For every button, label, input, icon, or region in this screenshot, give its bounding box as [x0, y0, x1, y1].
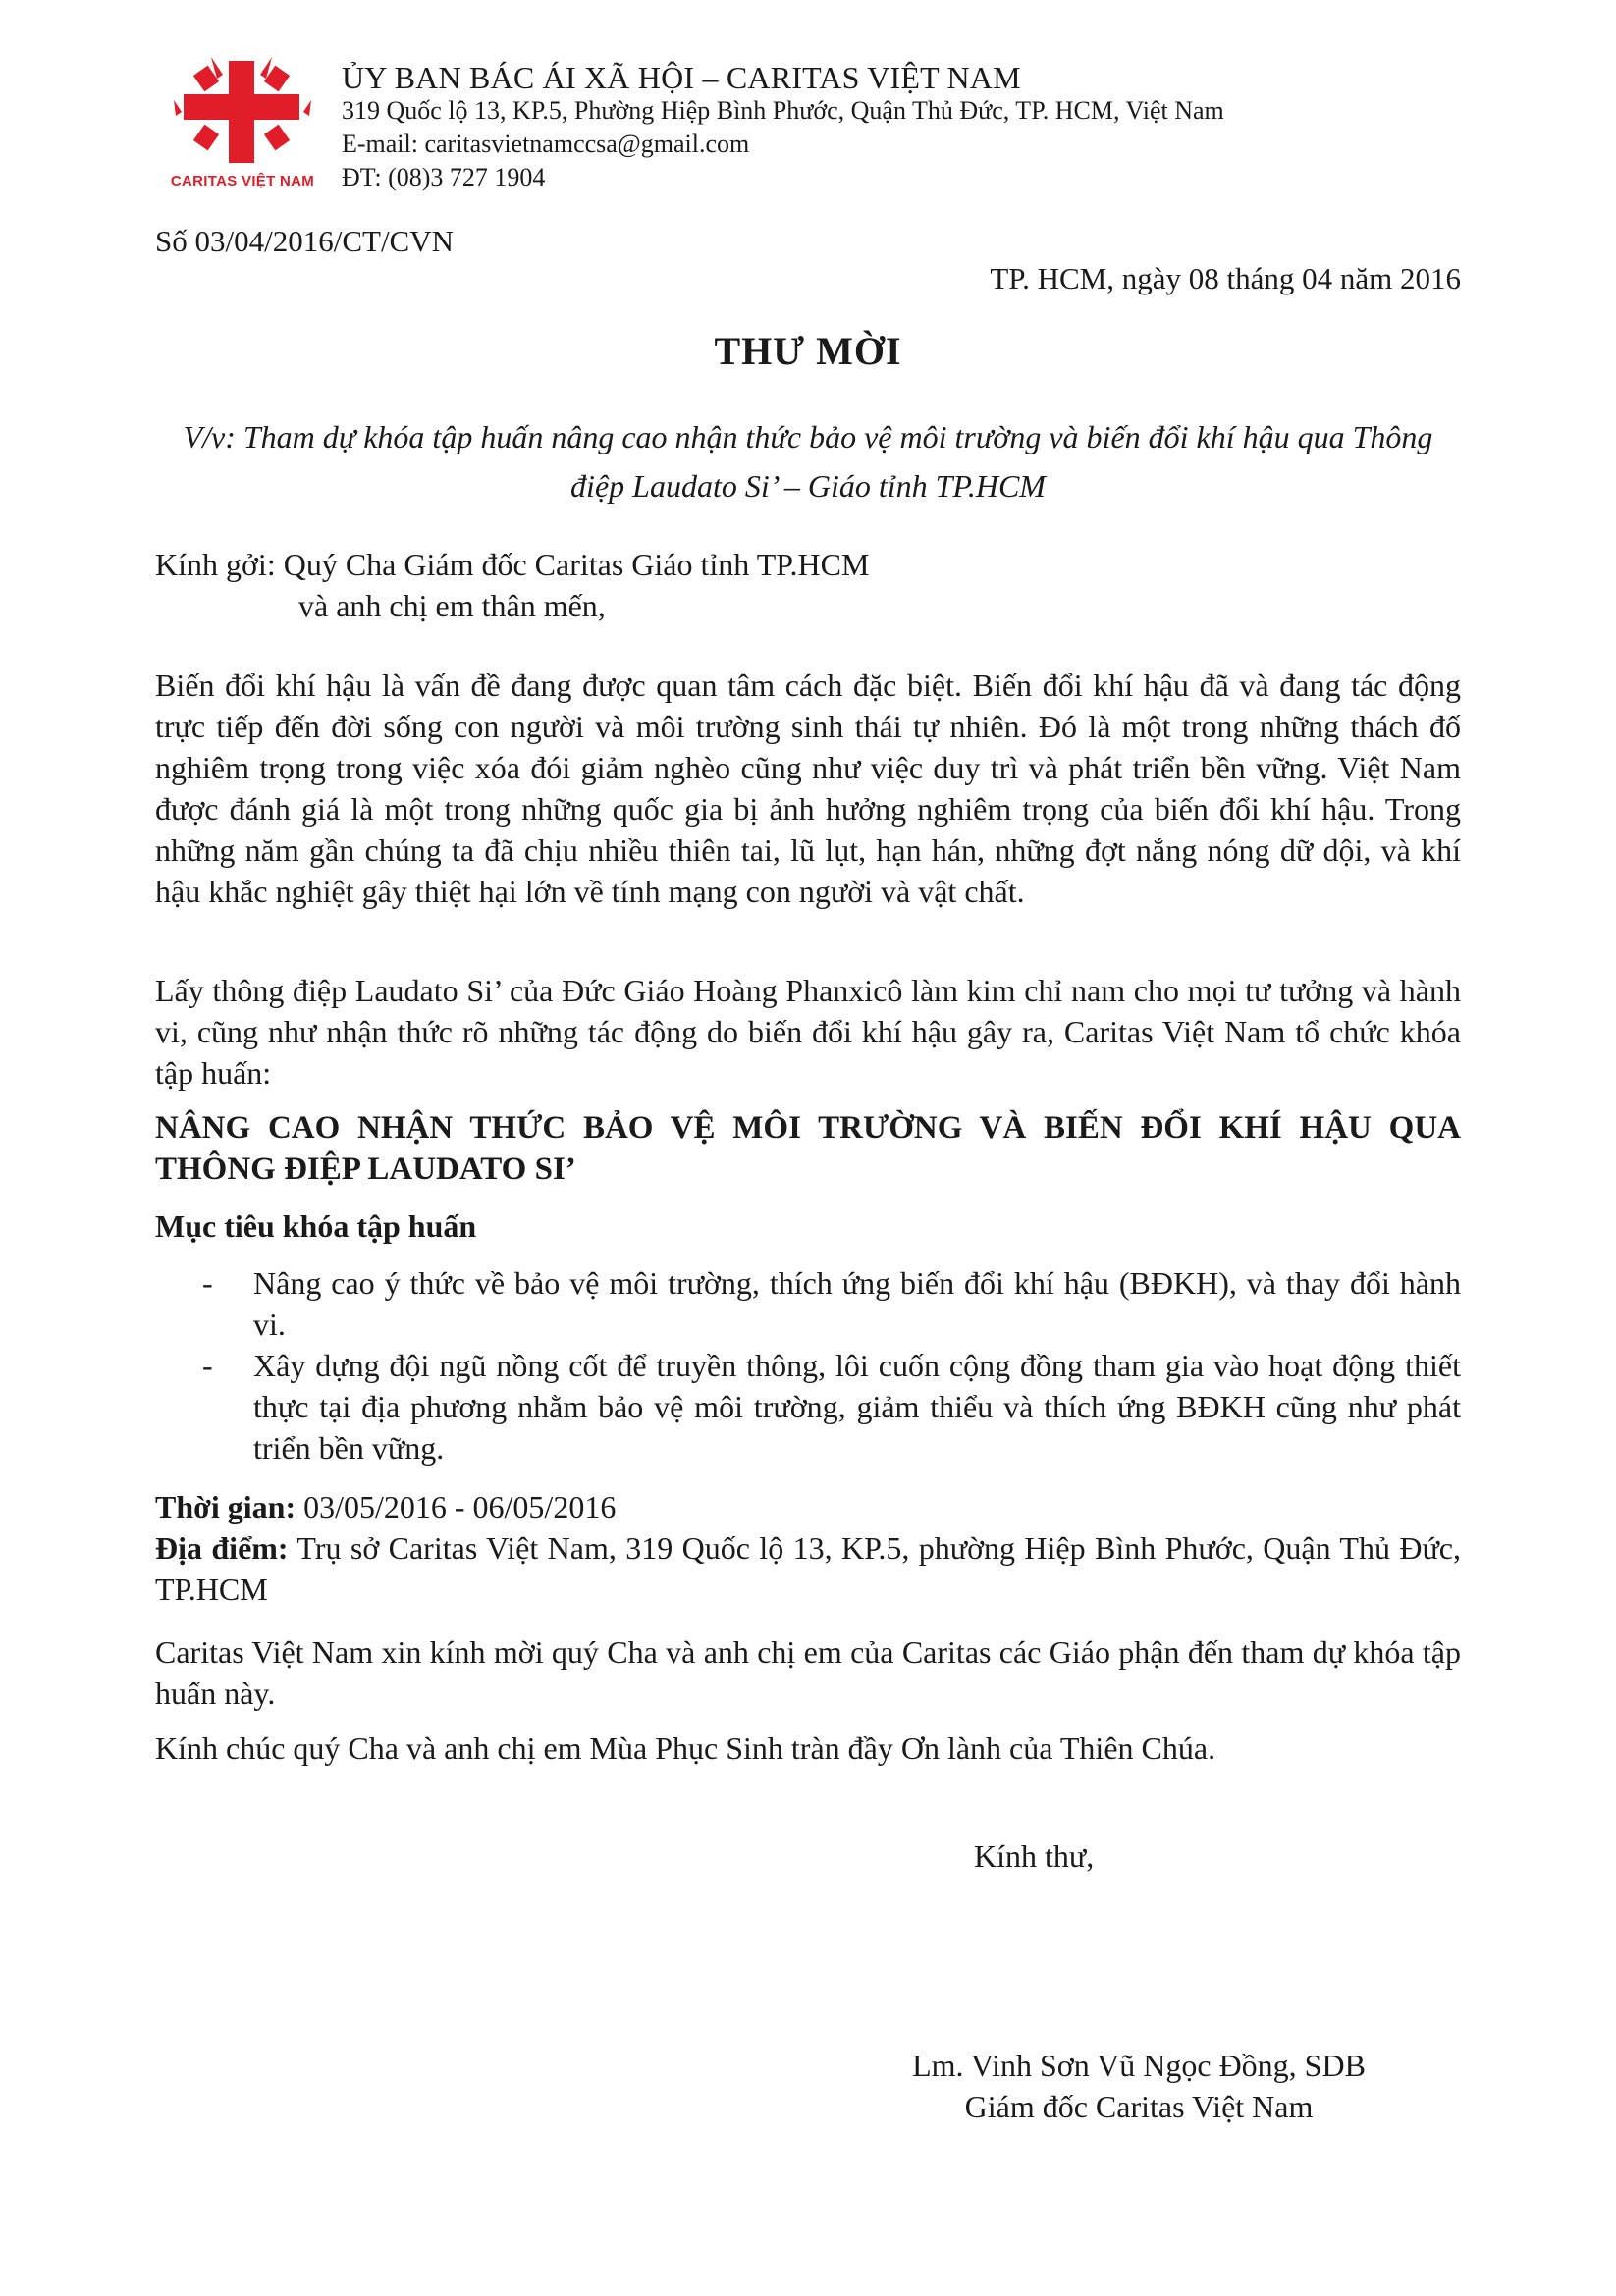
salutation-line-2: và anh chị em thân mến,	[298, 588, 606, 623]
list-item	[155, 1262, 1461, 1345]
bullet-dash: -	[202, 1265, 213, 1301]
logo-caption: CARITAS VIỆT NAM	[170, 173, 315, 189]
place-line	[155, 1527, 1461, 1610]
caritas-logo	[159, 57, 326, 204]
invitation-paragraph: Caritas Việt Nam xin kính mời quý Cha và anh chị em của Caritas các Giáo phận đến tham dự khóa tập huấn này.	[155, 1634, 1461, 1711]
objectives-title: Mục tiêu khóa tập huấn	[155, 1208, 477, 1244]
sign-off: Kính thư,	[974, 1839, 1095, 1874]
signer-name: Lm. Vinh Sơn Vũ Ngọc Đồng, SDB	[912, 2048, 1366, 2083]
wish-paragraph: Kính chúc quý Cha và anh chị em Mùa Phục Sinh tràn đầy Ơn lành của Thiên Chúa.	[155, 1731, 1216, 1766]
caritas-cross-icon	[174, 57, 311, 167]
organization-address: 319 Quốc lộ 13, KP.5, Phường Hiệp Bình Phước, Quận Thủ Đức, TP. HCM, Việt Nam	[342, 96, 1224, 125]
organization-phone: ĐT: (08)3 727 1904	[342, 163, 546, 191]
time-line	[155, 1486, 1461, 1527]
letter-title: THƯ MỜI	[714, 329, 902, 373]
list-item	[155, 1345, 1461, 1468]
place-label: Địa điểm:	[155, 1530, 289, 1566]
organization-email: E-mail: caritasvietnamccsa@gmail.com	[342, 130, 750, 158]
paragraph-1: Biến đổi khí hậu là vấn đề đang được quan tâm cách đặc biệt. Biến đổi khí hậu đã và đang tác động trực tiếp đến đời sống con người và môi trường sinh thái tự nhiên. Đó là một trong những thách đố nghiêm trọng trong việc xóa đói giảm nghèo cũng như việc duy trì và phát triển bền vững. Việt Nam được đánh giá là một trong những quốc gia bị ảnh hưởng nghiêm trọng của biến đổi khí hậu. Trong những năm gần chúng ta đã chịu nhiều thiên tai, lũ lụt, hạn hán, những đợt nắng nóng dữ dội, và khí hậu khắc nghiệt gây thiệt hại lớn về tính mạng con người và vật chất.	[155, 667, 1461, 909]
objective-text: Nâng cao ý thức về bảo vệ môi trường, thích ứng biến đổi khí hậu (BĐKH), và thay đổi hành vi.	[253, 1265, 1461, 1342]
salutation-line-1: Kính gởi: Quý Cha Giám đốc Caritas Giáo tỉnh TP.HCM	[155, 547, 870, 582]
objectives-list	[155, 1262, 1461, 1468]
time-value: 03/05/2016 - 06/05/2016	[303, 1489, 617, 1524]
time-label: Thời gian:	[155, 1489, 296, 1524]
reference-number: Số 03/04/2016/CT/CVN	[155, 224, 455, 258]
salutation	[155, 544, 1461, 626]
objective-text: Xây dựng đội ngũ nồng cốt để truyền thông, lôi cuốn cộng đồng tham gia vào hoạt động thiết thực tại địa phương nhằm bảo vệ môi trường, giảm thiểu và thích ứng BĐKH cũng như phát triển bền vững.	[253, 1348, 1461, 1466]
signer-title: Giám đốc Caritas Việt Nam	[964, 2089, 1314, 2124]
organization-header	[342, 61, 1224, 194]
letter-subject: V/v: Tham dự khóa tập huấn nâng cao nhận thức bảo vệ môi trường và biến đổi khí hậu qua Thông điệp Laudato Si’ – Giáo tỉnh TP.HCM	[183, 419, 1433, 504]
paragraph-2: Lấy thông điệp Laudato Si’ của Đức Giáo Hoàng Phanxicô làm kim chỉ nam cho mọi tư tưởng và hành vi, cũng như nhận thức rõ những tác động do biến đổi khí hậu gây ra, Caritas Việt Nam tổ chức khóa tập huấn:	[155, 973, 1461, 1091]
organization-name: ỦY BAN BÁC ÁI XÃ HỘI – CARITAS VIỆT NAM	[342, 60, 1021, 95]
bullet-dash: -	[202, 1348, 213, 1383]
letter-date: TP. HCM, ngày 08 tháng 04 năm 2016	[990, 261, 1461, 295]
place-value: Trụ sở Caritas Việt Nam, 319 Quốc lộ 13, KP.5, phường Hiệp Bình Phước, Quận Thủ Đức, TP.HCM	[155, 1530, 1462, 1607]
course-heading: NÂNG CAO NHẬN THỨC BẢO VỆ MÔI TRƯỜNG VÀ BIẾN ĐỔI KHÍ HẬU QUA THÔNG ĐIỆP LAUDATO SI’	[155, 1110, 1461, 1187]
